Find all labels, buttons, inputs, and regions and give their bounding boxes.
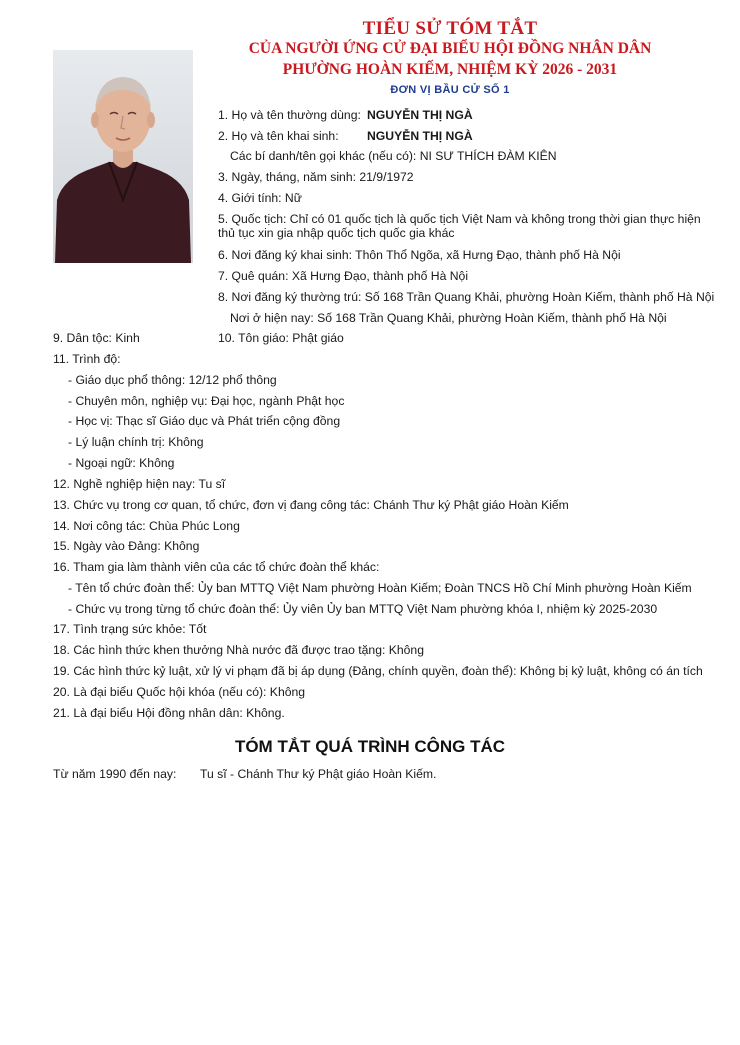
education-specialty: - Chuyên môn, nghiệp vụ: Đại học, ngành Phật học [68, 394, 345, 408]
document-subtitle: CỦA NGƯỜI ỨNG CỬ ĐẠI BIỂU HỘI ĐỒNG NHÂN DÂN [248, 40, 652, 57]
candidate-photo [53, 50, 193, 263]
education-general: - Giáo dục phổ thông: 12/12 phổ thông [68, 373, 277, 387]
gender-line: 4. Giới tính: Nữ [218, 191, 302, 205]
discipline-line: 19. Các hình thức kỷ luật, xử lý vi phạm đã bị áp dụng (Đảng, chính quyền, đoàn thể): Không bị kỷ luật, không có án tích [53, 664, 703, 678]
career-title: TÓM TẮT QUÁ TRÌNH CÔNG TÁC [234, 737, 506, 756]
ethnicity-line: 9. Dân tộc: Kinh [53, 331, 140, 345]
religion-line: 10. Tôn giáo: Phật giáo [218, 331, 344, 345]
workplace-line: 14. Nơi công tác: Chùa Phúc Long [53, 519, 240, 533]
birth-name-label: 2. Họ và tên khai sinh: [218, 129, 339, 143]
position-line: 13. Chức vụ trong cơ quan, tổ chức, đơn vị đang công tác: Chánh Thư ký Phật giáo Hoàn Kiếm [53, 498, 569, 512]
permanent-residence-line: 8. Nơi đăng ký thường trú: Số 168 Trần Quang Khải, phường Hoàn Kiếm, thành phố Hà Nội [218, 290, 715, 304]
awards-line: 18. Các hình thức khen thưởng Nhà nước đã được trao tặng: Không [53, 643, 424, 657]
occupation-line: 12. Nghề nghiệp hiện nay: Tu sĩ [53, 477, 226, 491]
birth-name-value: NGUYỄN THỊ NGÀ [367, 129, 473, 143]
document-subtitle-ward: PHƯỜNG HOÀN KIẾM, NHIỆM KỲ 2026 - 2031 [282, 61, 618, 78]
party-join-line: 15. Ngày vào Đảng: Không [53, 539, 200, 553]
organizations-positions: - Chức vụ trong từng tổ chức đoàn thể: Ủy viên Ủy ban MTTQ Việt Nam phường khóa I, nhiệm kỳ 2025-2030 [68, 602, 658, 616]
health-line: 17. Tình trạng sức khỏe: Tốt [53, 622, 207, 636]
education-degree: - Học vị: Thạc sĩ Giáo dục và Phát triển cộng đồng [68, 414, 341, 428]
full-name-value: NGUYỄN THỊ NGÀ [367, 108, 473, 122]
education-heading: 11. Trình độ: [53, 352, 121, 366]
nationality-line: 5. Quốc tịch: Chỉ có 01 quốc tịch là quốc tịch Việt Nam và không trong thời gian thực hiện [218, 212, 701, 226]
hometown-line: 7. Quê quán: Xã Hưng Đạo, thành phố Hà Nội [218, 269, 469, 283]
career-period: Từ năm 1990 đến nay: [53, 767, 177, 781]
career-description: Tu sĩ - Chánh Thư ký Phật giáo Hoàn Kiếm. [200, 767, 437, 781]
full-name-label: 1. Họ và tên thường dùng: [218, 108, 361, 122]
birth-registration-line: 6. Nơi đăng ký khai sinh: Thôn Thổ Ngõa, xã Hưng Đạo, thành phố Hà Nội [218, 248, 621, 262]
nationality-line-cont: thủ tục xin gia nhập quốc tịch quốc gia khác [218, 226, 455, 240]
document-title: TIỂU SỬ TÓM TẮT [362, 18, 538, 39]
election-unit: ĐƠN VỊ BẦU CỬ SỐ 1 [390, 84, 510, 96]
education-political-theory: - Lý luận chính trị: Không [68, 435, 204, 449]
education-foreign-language: - Ngoại ngữ: Không [68, 456, 175, 470]
alias-line: Các bí danh/tên gọi khác (nếu có): NI SƯ THÍCH ĐÀM KIÊN [230, 149, 557, 163]
current-residence-line: Nơi ở hiện nay: Số 168 Trần Quang Khải, phường Hoàn Kiếm, thành phố Hà Nội [230, 311, 667, 325]
birth-date-line: 3. Ngày, tháng, năm sinh: 21/9/1972 [218, 170, 414, 184]
people-council-line: 21. Là đại biểu Hội đồng nhân dân: Không. [53, 706, 285, 720]
national-assembly-line: 20. Là đại biểu Quốc hội khóa (nếu có): Không [53, 685, 306, 699]
organizations-names: - Tên tổ chức đoàn thể: Ủy ban MTTQ Việt Nam phường Hoàn Kiếm; Đoàn TNCS Hồ Chí Minh phường Hoàn Kiếm [68, 581, 692, 595]
organizations-heading: 16. Tham gia làm thành viên của các tổ chức đoàn thể khác: [53, 560, 380, 574]
